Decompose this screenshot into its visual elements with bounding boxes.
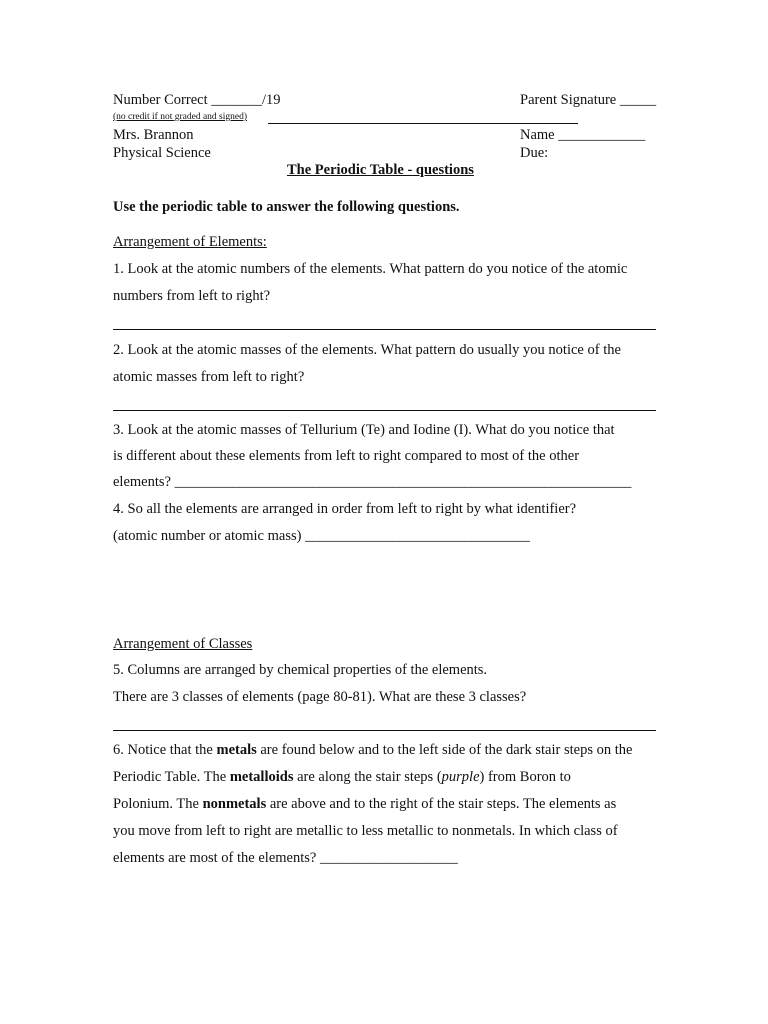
header-divider-line xyxy=(268,123,578,124)
question-3-line-1: 3. Look at the atomic masses of Tellurium (Te) and Iodine (I). What do you notice that xyxy=(113,422,615,438)
q6-text: are found below and to the left side of the dark stair steps on the xyxy=(256,742,633,758)
student-name-field: Name ____________ xyxy=(520,127,646,143)
question-6-line-5: elements are most of the elements? ___________________ xyxy=(113,850,458,866)
due-label: Due: xyxy=(520,145,549,161)
question-3-line-3: elements? _______________________________________________________________ xyxy=(113,474,632,490)
term-metalloids: metalloids xyxy=(229,769,294,785)
q6-text: Polonium. The xyxy=(113,796,203,812)
question-2-line-2: atomic masses from left to right? xyxy=(113,369,305,385)
answer-line-2[interactable] xyxy=(113,410,656,411)
q6-text: ) from Boron to xyxy=(479,769,571,785)
question-4-line-2: (atomic number or atomic mass) _______________________________ xyxy=(113,528,530,544)
question-5-line-1: 5. Columns are arranged by chemical properties of the elements. xyxy=(113,662,488,678)
page-title: The Periodic Table - questions xyxy=(287,162,474,178)
term-metals: metals xyxy=(216,742,257,758)
question-6-line-1 xyxy=(113,742,632,759)
question-6-line-4: you move from left to right are metallic to less metallic to nonmetals. In which class of xyxy=(113,823,618,839)
teacher-name: Mrs. Brannon xyxy=(113,127,194,143)
subject-label: Physical Science xyxy=(113,145,211,161)
question-3-line-2: is different about these elements from left to right compared to most of the other xyxy=(113,448,580,464)
parent-signature-field: Parent Signature _____ xyxy=(520,92,657,108)
q6-text: are above and to the right of the stair steps. The elements as xyxy=(266,796,617,812)
term-nonmetals: nonmetals xyxy=(202,796,267,812)
answer-line-5[interactable] xyxy=(113,730,656,731)
number-correct-field: Number Correct _______/19 xyxy=(113,92,281,108)
answer-line-1[interactable] xyxy=(113,329,656,330)
term-purple: purple xyxy=(441,769,480,785)
instructions: Use the periodic table to answer the following questions. xyxy=(113,199,460,215)
question-4-line-1: 4. So all the elements are arranged in order from left to right by what identifier? xyxy=(113,501,577,517)
q6-text: are along the stair steps ( xyxy=(293,769,442,785)
question-1-line-2: numbers from left to right? xyxy=(113,288,271,304)
no-credit-note: (no credit if not graded and signed) xyxy=(113,112,248,122)
section-heading-elements: Arrangement of Elements: xyxy=(113,234,267,250)
q6-text: Periodic Table. The xyxy=(113,769,230,785)
question-2-line-1: 2. Look at the atomic masses of the elements. What pattern do usually you notice of the xyxy=(113,342,621,358)
q6-text: 6. Notice that the xyxy=(113,742,217,758)
question-6-line-3 xyxy=(113,796,616,813)
question-6-line-2 xyxy=(113,769,571,786)
question-1-line-1: 1. Look at the atomic numbers of the elements. What pattern do you notice of the atomic xyxy=(113,261,628,277)
section-heading-classes: Arrangement of Classes xyxy=(113,636,253,652)
question-5-line-2: There are 3 classes of elements (page 80-81). What are these 3 classes? xyxy=(113,689,527,705)
